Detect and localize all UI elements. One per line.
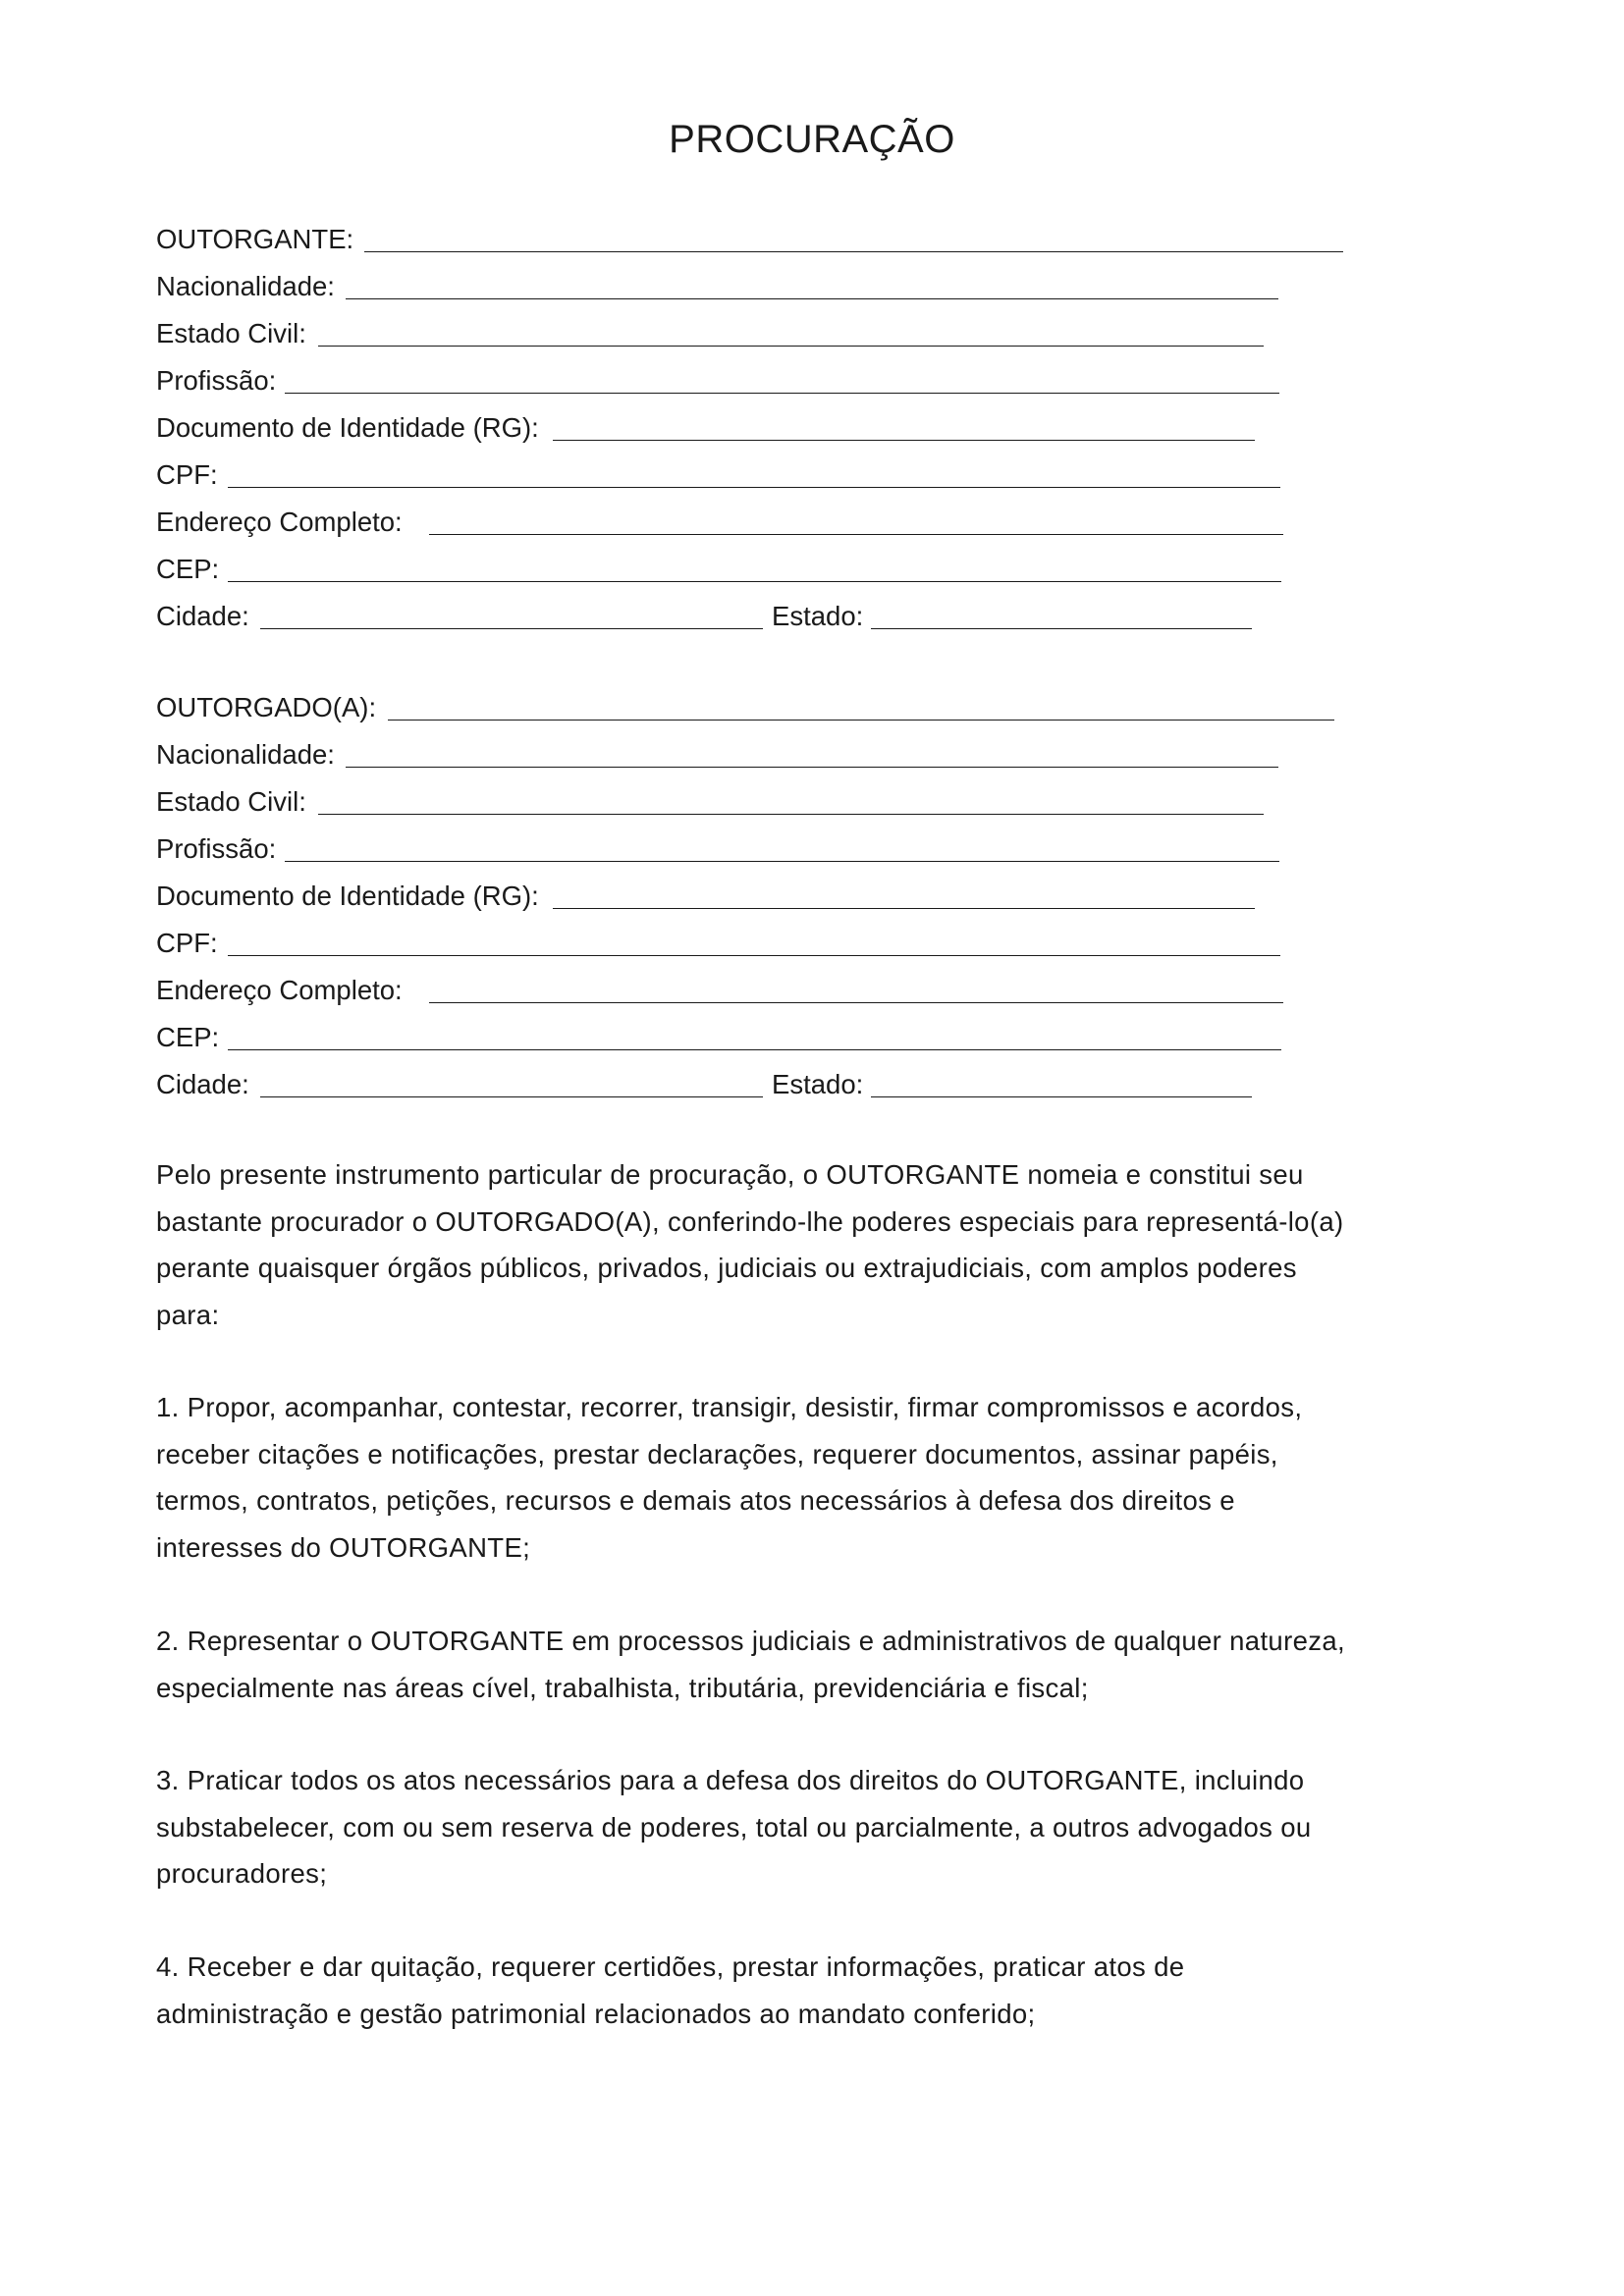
outorgante-cidade-label: Cidade: xyxy=(156,601,249,631)
outorgante-estado-blank[interactable] xyxy=(871,628,1252,629)
clause-3 xyxy=(156,1757,1433,1897)
outorgante-endereco-blank[interactable] xyxy=(429,534,1283,535)
outorgante-profissao-field xyxy=(156,357,1354,404)
outorgante-rg-blank[interactable] xyxy=(553,440,1255,441)
outorgante-cpf-field xyxy=(156,452,1354,499)
outorgado-cep-field xyxy=(156,1014,1354,1061)
outorgante-estado-label: Estado: xyxy=(772,601,864,631)
outorgado-cpf-blank[interactable] xyxy=(228,955,1280,956)
outorgado-rg-blank[interactable] xyxy=(553,908,1255,909)
clause-2-line: 2. Representar o OUTORGANTE em processos judiciais e administrativos de qualquer natureza, xyxy=(156,1626,1345,1656)
outorgante-nacionalidade-field xyxy=(156,263,1354,310)
outorgante-estado-civil-field xyxy=(156,310,1354,357)
outorgado-endereco-label: Endereço Completo: xyxy=(156,975,403,1005)
outorgado-nacionalidade-field xyxy=(156,731,1354,778)
outorgante-endereco-label: Endereço Completo: xyxy=(156,507,403,537)
outorgante-estado-civil-blank[interactable] xyxy=(318,346,1264,347)
intro-paragraph xyxy=(156,1151,1433,1338)
clause-1 xyxy=(156,1384,1433,1571)
outorgado-name-blank[interactable] xyxy=(388,720,1334,721)
outorgante-cep-field xyxy=(156,546,1354,593)
outorgante-rg-field xyxy=(156,404,1354,452)
clause-1-line: receber citações e notificações, prestar declarações, requerer documentos, assinar papéis, xyxy=(156,1438,1278,1469)
outorgado-profissao-label: Profissão: xyxy=(156,833,277,864)
outorgante-section xyxy=(156,216,1354,640)
outorgado-estado-label: Estado: xyxy=(772,1069,864,1099)
intro-line: bastante procurador o OUTORGADO(A), conferindo-lhe poderes especiais para representá-lo(a) xyxy=(156,1205,1344,1237)
outorgante-cpf-label: CPF: xyxy=(156,459,218,490)
outorgante-cidade-blank[interactable] xyxy=(260,628,763,629)
outorgado-cpf-label: CPF: xyxy=(156,928,218,958)
intro-line: Pelo presente instrumento particular de procuração, o OUTORGANTE nomeia e constitui seu xyxy=(156,1159,1304,1190)
clause-4 xyxy=(156,1944,1433,2037)
intro-line: para: xyxy=(156,1299,220,1330)
outorgante-cidade-estado-field xyxy=(156,593,1354,640)
outorgante-name-blank[interactable] xyxy=(364,251,1343,252)
outorgante-profissao-label: Profissão: xyxy=(156,365,277,396)
outorgado-rg-field xyxy=(156,873,1354,920)
outorgado-estado-blank[interactable] xyxy=(871,1096,1252,1097)
outorgado-cpf-field xyxy=(156,920,1354,967)
clause-3-line: substabelecer, com ou sem reserva de poderes, total ou parcialmente, a outros advogados ou xyxy=(156,1811,1312,1842)
outorgante-name-label: OUTORGANTE: xyxy=(156,224,354,254)
outorgado-cidade-blank[interactable] xyxy=(260,1096,763,1097)
outorgante-endereco-field xyxy=(156,499,1354,546)
outorgante-cep-label: CEP: xyxy=(156,554,220,584)
clause-3-line: procuradores; xyxy=(156,1858,328,1889)
outorgante-nacionalidade-label: Nacionalidade: xyxy=(156,271,335,301)
outorgante-estado-civil-label: Estado Civil: xyxy=(156,318,306,348)
outorgante-cpf-blank[interactable] xyxy=(228,487,1280,488)
outorgado-name-field xyxy=(156,684,1354,731)
clause-1-line: termos, contratos, petições, recursos e demais atos necessários à defesa dos direitos e xyxy=(156,1485,1235,1516)
outorgado-estado-civil-label: Estado Civil: xyxy=(156,786,306,817)
outorgado-nacionalidade-blank[interactable] xyxy=(346,767,1278,768)
outorgante-nacionalidade-blank[interactable] xyxy=(346,298,1278,299)
clause-1-line: 1. Propor, acompanhar, contestar, recorrer, transigir, desistir, firmar compromissos e acordos, xyxy=(156,1392,1303,1422)
clause-4-line: 4. Receber e dar quitação, requerer certidões, prestar informações, praticar atos de xyxy=(156,1951,1185,1982)
clause-3-line: 3. Praticar todos os atos necessários para a defesa dos direitos do OUTORGANTE, incluindo xyxy=(156,1765,1305,1795)
clause-4-line: administração e gestão patrimonial relacionados ao mandato conferido; xyxy=(156,1998,1036,2029)
document-title: PROCURAÇÃO xyxy=(669,118,955,161)
outorgado-estado-civil-field xyxy=(156,778,1354,826)
outorgante-rg-label: Documento de Identidade (RG): xyxy=(156,412,539,443)
outorgante-name-field xyxy=(156,216,1354,263)
outorgado-nacionalidade-label: Nacionalidade: xyxy=(156,739,335,770)
outorgante-profissao-blank[interactable] xyxy=(285,393,1279,394)
outorgado-section xyxy=(156,684,1354,1108)
outorgado-name-label: OUTORGADO(A): xyxy=(156,692,377,722)
outorgado-cidade-label: Cidade: xyxy=(156,1069,249,1099)
outorgado-rg-label: Documento de Identidade (RG): xyxy=(156,881,539,911)
intro-line: perante quaisquer órgãos públicos, privados, judiciais ou extrajudiciais, com amplos poderes xyxy=(156,1253,1297,1283)
outorgante-cep-blank[interactable] xyxy=(228,581,1281,582)
outorgado-endereco-blank[interactable] xyxy=(429,1002,1283,1003)
outorgado-profissao-blank[interactable] xyxy=(285,861,1279,862)
outorgado-endereco-field xyxy=(156,967,1354,1014)
outorgado-profissao-field xyxy=(156,826,1354,873)
clause-1-line: interesses do OUTORGANTE; xyxy=(156,1531,531,1563)
outorgado-cep-blank[interactable] xyxy=(228,1049,1281,1050)
clause-2 xyxy=(156,1618,1433,1711)
outorgado-cidade-estado-field xyxy=(156,1061,1354,1108)
outorgado-estado-civil-blank[interactable] xyxy=(318,814,1264,815)
clause-2-line: especialmente nas áreas cível, trabalhista, tributária, previdenciária e fiscal; xyxy=(156,1672,1089,1703)
outorgado-cep-label: CEP: xyxy=(156,1022,220,1052)
